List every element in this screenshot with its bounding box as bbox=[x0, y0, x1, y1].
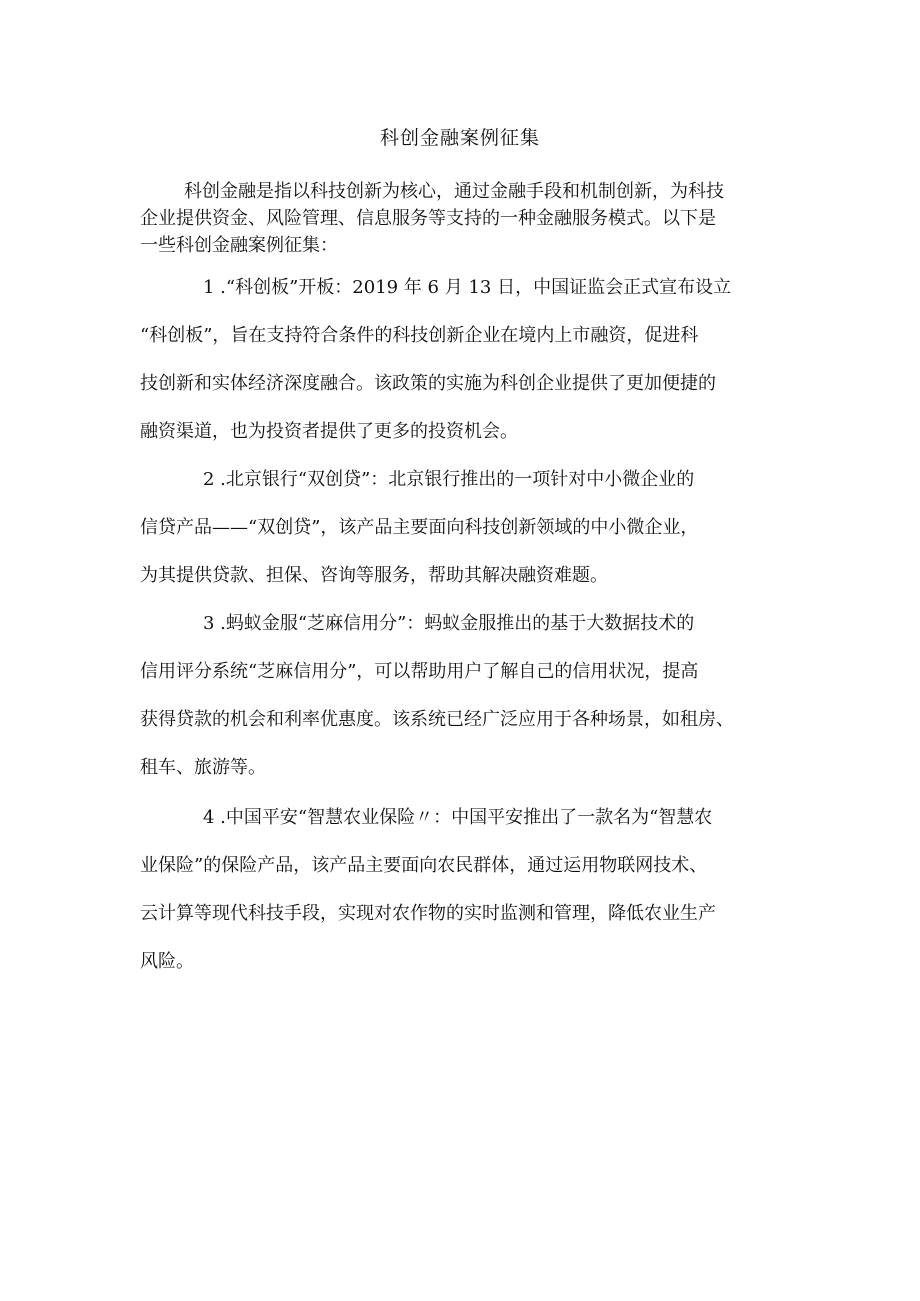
intro-line: 企业提供资金、风险管理、信息服务等支持的一种金融服务模式。以下是 bbox=[140, 208, 716, 229]
case-line: 获得贷款的机会和利率优惠度。该系统已经广泛应用于各种场景，如租房、 bbox=[140, 709, 734, 730]
case-line: “科创板”，旨在支持符合条件的科技创新企业在境内上市融资，促进科 bbox=[140, 325, 699, 346]
intro-line: 科创金融是指以科技创新为核心，通过金融手段和机制创新，为科技 bbox=[184, 181, 724, 202]
case-line: 业保险”的保险产品，该产品主要面向农民群体，通过运用物联网技术、 bbox=[140, 855, 708, 876]
case-line: 云计算等现代科技手段，实现对农作物的实时监测和管理，降低农业生产 bbox=[140, 903, 716, 924]
document-title: 科创金融案例征集 bbox=[379, 127, 540, 149]
case-line: 信用评分系统“芝麻信用分”，可以帮助用户了解自己的信用状况，提高 bbox=[140, 661, 699, 682]
case-line: 为其提供贷款、担保、咨询等服务，帮助其解决融资难题。 bbox=[140, 565, 608, 586]
case-line: 技创新和实体经济深度融合。该政策的实施为科创企业提供了更加便捷的 bbox=[140, 373, 716, 394]
intro-line: 一些科创金融案例征集： bbox=[140, 235, 338, 256]
case-line: 3 .蚂蚁金服“芝麻信用分”：蚂蚁金服推出的基于大数据技术的 bbox=[203, 613, 695, 634]
case-line: 信贷产品——“双创贷”，该产品主要面向科技创新领域的中小微企业， bbox=[140, 517, 699, 538]
case-line: 2 .北京银行“双创贷”：北京银行推出的一项针对中小微企业的 bbox=[203, 469, 695, 490]
case-line: 租车、旅游等。 bbox=[140, 757, 266, 778]
case-line: 4 .中国平安“智慧农业保险〃：中国平安推出了一款名为“智慧农 bbox=[203, 807, 713, 828]
case-line: 1 .“科创板”开板：2019 年 6 月 13 日，中国证监会正式宣布设立 bbox=[203, 277, 732, 298]
case-line: 风险。 bbox=[140, 951, 194, 972]
case-line: 融资渠道，也为投资者提供了更多的投资机会。 bbox=[140, 421, 518, 442]
